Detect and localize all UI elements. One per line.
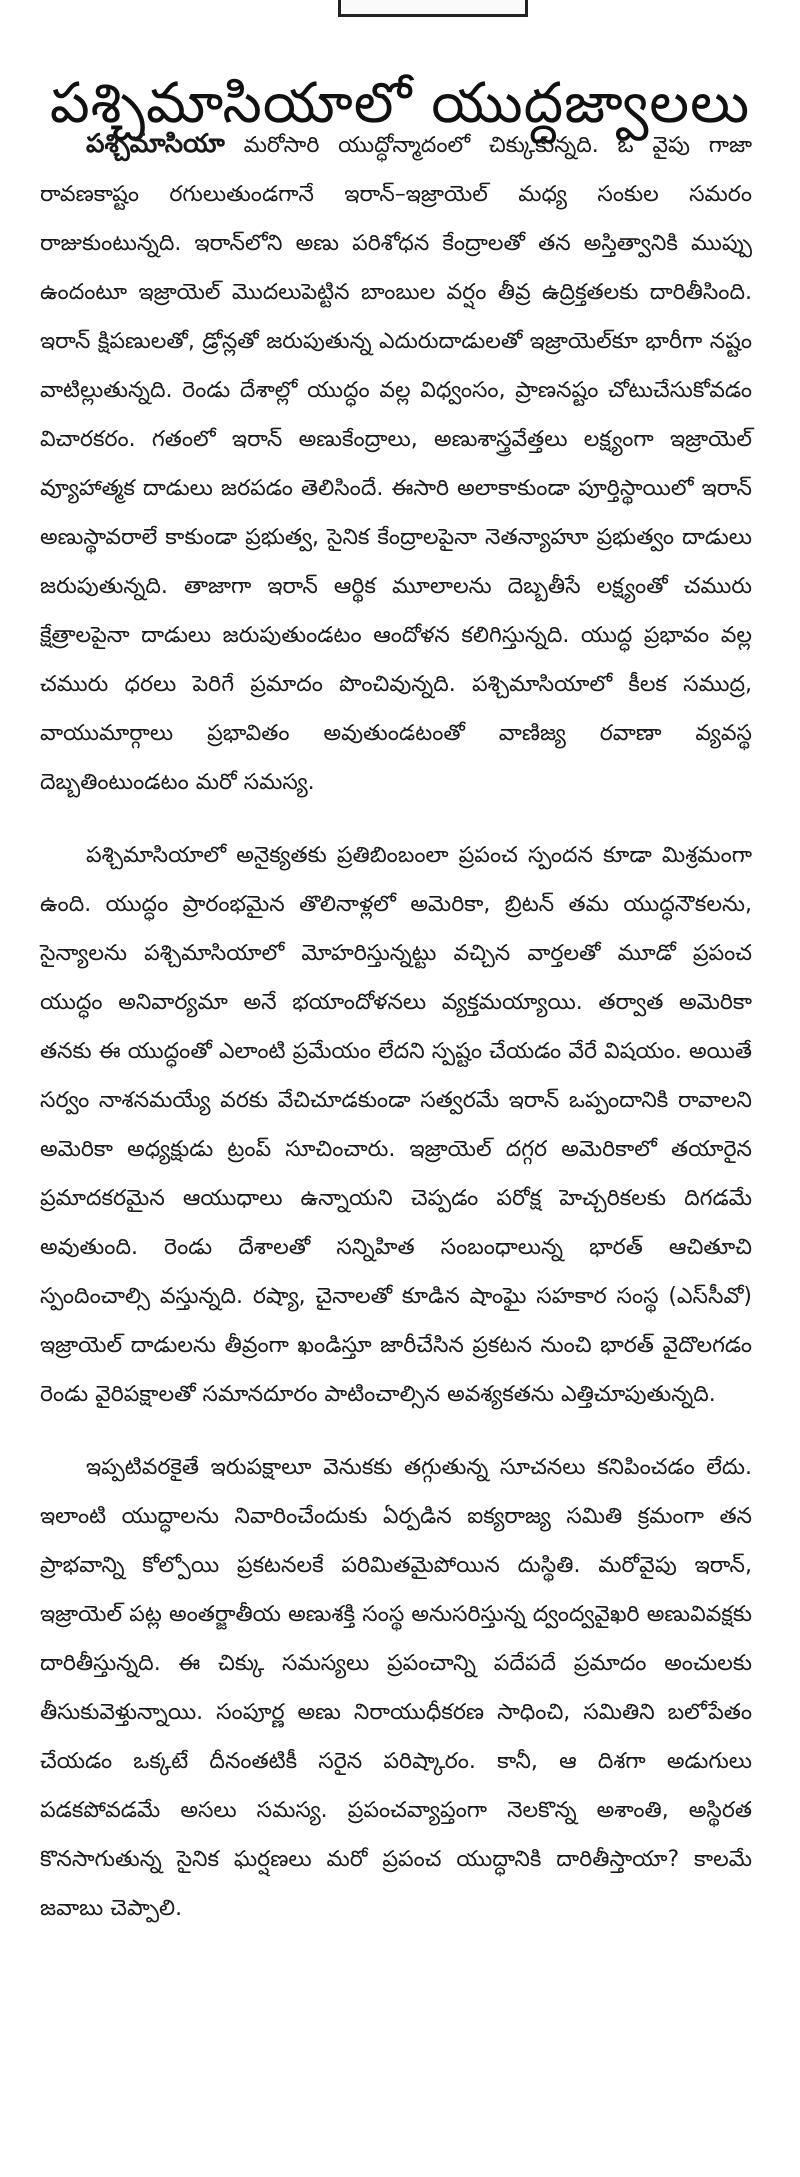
article-headline: పశ్చిమాసియాలో యుద్ధజ్వాలలు <box>49 70 751 136</box>
paragraph-1 <box>40 120 752 807</box>
paragraph-3 <box>40 1443 752 1933</box>
paragraph-text: పశ్చిమాసియాలో అనైక్యతకు ప్రతిబింబంలా ప్రపంచ స్పందన కూడా మిశ్రమంగా ఉంది. యుద్ధం ప్రారంభమైన తొలినాళ్లలో అమెరికా, బ్రిటన్‌ తమ యుద్ధనౌకలను, సైన్యాలను పశ్చిమాసియాలో మోహరిస్తున్నట్టు వచ్చిన వార్తలతో మూడో ప్రపంచ యుద్ధం అనివార్యమా అనే భయాందోళనలు వ్యక్తమయ్యాయి. తర్వాత అమెరికా తనకు ఈ యుద్ధంతో ఎలాంటి ప్రమేయం లేదని స్పష్టం చేయడం వేరే విషయం. అయితే సర్వం నాశనమయ్యే వరకు వేచిచూడకుండా సత్వరమే ఇరాన్‌ ఒప్పందానికి రావాలని అమెరికా అధ్యక్షుడు ట్రంప్‌ సూచించారు. ఇజ్రాయెల్‌ దగ్గర అమెరికాలో తయారైన ప్రమాదకరమైన ఆయుధాలు ఉన్నాయని చెప్పడం పరోక్ష హెచ్చరికలకు దిగడమే అవుతుంది. రెండు దేశాలతో సన్నిహిత సంబంధాలున్న భారత్‌ ఆచితూచి స్పందించాల్సి వస్తున్నది. రష్యా, చైనాలతో కూడిన షాంఘై సహకార సంస్థ (ఎస్‌సీవో) ఇజ్రాయెల్‌ దాడులను తీవ్రంగా ఖండిస్తూ జారీచేసిన ప్రకటన నుంచి భారత్‌ వైదొలగడం రెండు వైరిపక్షాలతో సమానదూరం పాటించాల్సిన అవశ్యకతను ఎత్తిచూపుతున్నది. <box>40 843 752 1407</box>
header-strip <box>338 0 528 17</box>
lead-word: పశ్చిమాసియా <box>86 129 225 159</box>
paragraph-text: ఇప్పటివరకైతే ఇరుపక్షాలూ వెనుకకు తగ్గుతున్న సూచనలు కనిపించడం లేదు. ఇలాంటి యుద్ధాలను నివారించేందుకు ఏర్పడిన ఐక్యరాజ్య సమితి క్రమంగా తన ప్రాభవాన్ని కోల్పోయి ప్రకటనలకే పరిమితమైపోయిన దుస్థితి. మరోవైపు ఇరాన్‌, ఇజ్రాయెల్‌ పట్ల అంతర్జాతీయ అణుశక్తి సంస్థ అనుసరిస్తున్న ద్వంద్వవైఖరి అణువివక్షకు దారితీస్తున్నది. ఈ చిక్కు సమస్యలు ప్రపంచాన్ని పదేపదే ప్రమాదం అంచులకు తీసుకువెళ్తున్నాయి. సంపూర్ణ అణు నిరాయుధీకరణ సాధించి, సమితిని బలోపేతం చేయడం ఒక్కటే దీనంతటికీ సరైన పరిష్కారం. కానీ, ఆ దిశగా అడుగులు పడకపోవడమే అసలు సమస్య. ప్రపంచవ్యాప్తంగా నెలకొన్న అశాంతి, అస్థిరత కొనసాగుతున్న సైనిక ఘర్షణలు మరో ప్రపంచ యుద్ధానికి దారితీస్తాయా? కాలమే జవాబు చెప్పాలి. <box>40 1455 752 1921</box>
article-body <box>40 120 752 1933</box>
paragraph-text: మరోసారి యుద్ధోన్మాదంలో చిక్కుకున్నది. ఓ వైపు గాజా రావణకాష్టం రగులుతుండగానే ఇరాన్‌–ఇజ్రాయెల్‌ మధ్య సంకుల సమరం రాజుకుంటున్నది. ఇరాన్‌లోని అణు పరిశోధన కేంద్రాలతో తన అస్తిత్వానికి ముప్పు ఉందంటూ ఇజ్రాయెల్‌ మొదలుపెట్టిన బాంబుల వర్షం తీవ్ర ఉద్రిక్తతలకు దారితీసింది. ఇరాన్‌ క్షిపణులతో, డ్రోన్లతో జరుపుతున్న ఎదురుదాడులతో ఇజ్రాయెల్‌కూ భారీగా నష్టం వాటిల్లుతున్నది. రెండు దేశాల్లో యుద్ధం వల్ల విధ్వంసం, ప్రాణనష్టం చోటుచేసుకోవడం విచారకరం. గతంలో ఇరాన్‌ అణుకేంద్రాలు, అణుశాస్త్రవేత్తలు లక్ష్యంగా ఇజ్రాయెల్‌ వ్యూహాత్మక దాడులు జరపడం తెలిసిందే. ఈసారి అలాకాకుండా పూర్తిస్థాయిలో ఇరాన్‌ అణుస్థావరాలే కాకుండా ప్రభుత్వ, సైనిక కేంద్రాలపైనా నెతన్యాహూ ప్రభుత్వం దాడులు జరుపుతున్నది. తాజాగా ఇరాన్‌ ఆర్థిక మూలాలను దెబ్బతీసే లక్ష్యంతో చమురు క్షేత్రాలపైనా దాడులు జరుపుతుండటం ఆందోళన కలిగిస్తున్నది. యుద్ధ ప్రభావం వల్ల చమురు ధరలు పెరిగే ప్రమాదం పొంచివున్నది. పశ్చిమాసియాలో కీలక సముద్ర, వాయుమార్గాలు ప్రభావితం అవుతుండటంతో వాణిజ్య రవాణా వ్యవస్థ దెబ్బతింటుండటం మరో సమస్య. <box>40 133 752 795</box>
paragraph-2 <box>40 831 752 1419</box>
